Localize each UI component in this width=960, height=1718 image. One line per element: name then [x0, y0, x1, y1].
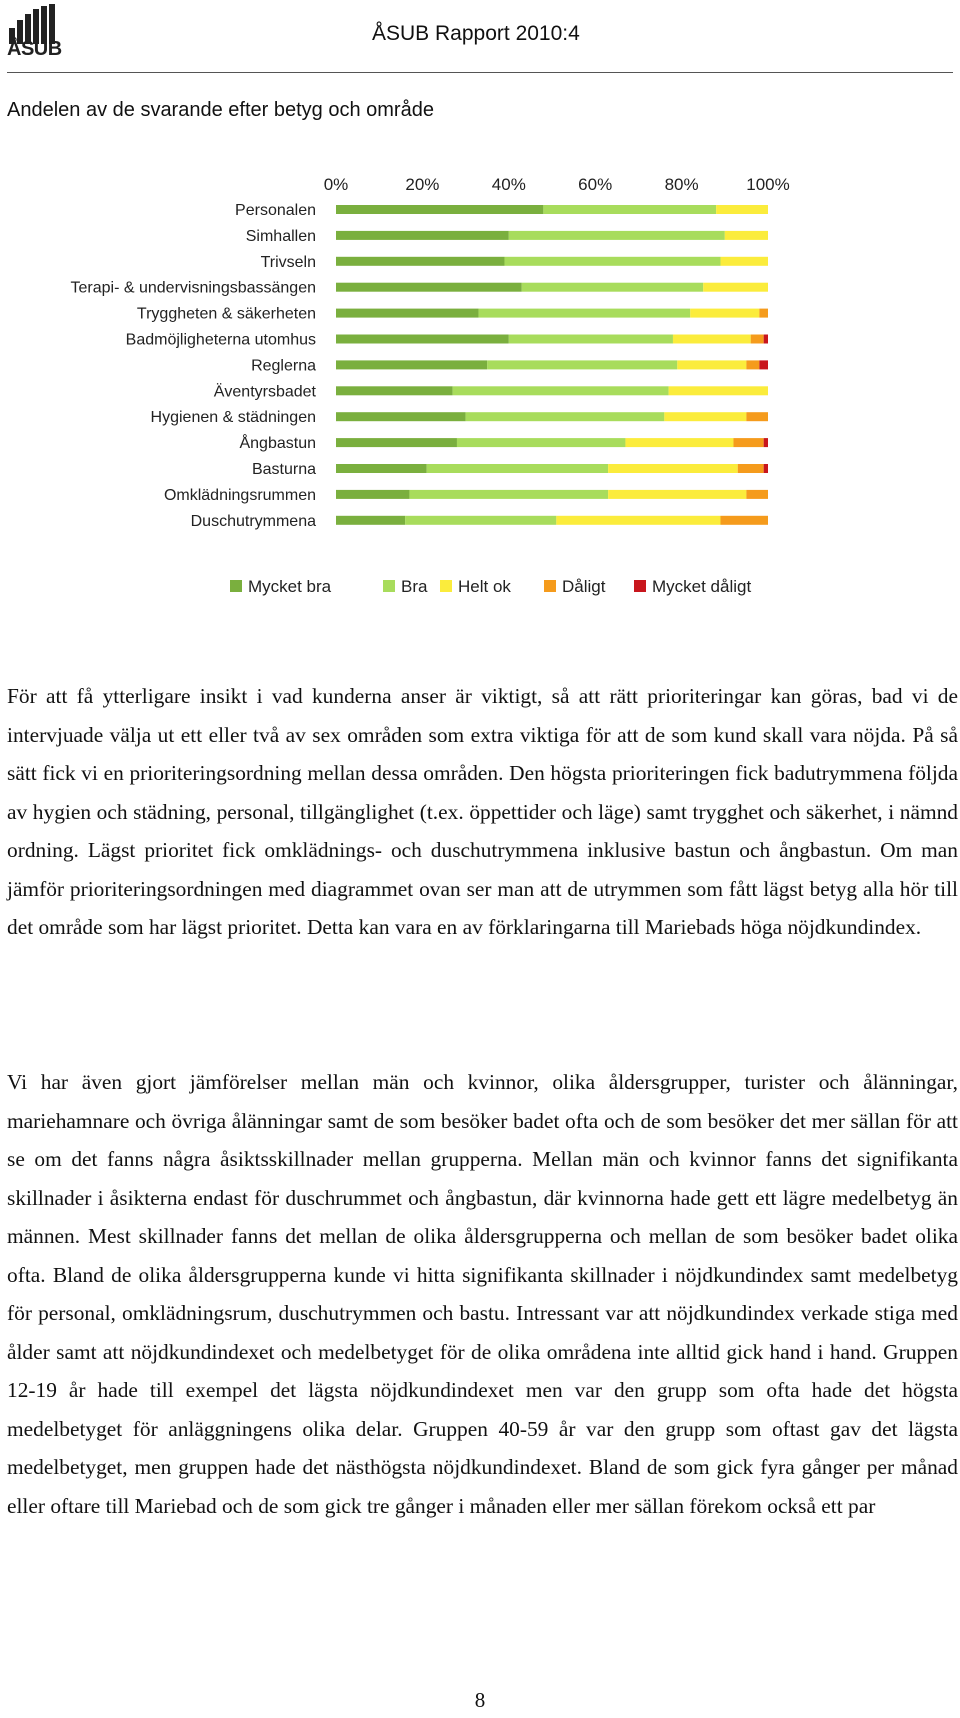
bar-segment-mycket-bra-personalen [336, 205, 543, 214]
bar-segment-mycket-bra-omklädningsrummen [336, 490, 409, 499]
bar-segment-helt-ok-tryggheten-säkerheten [690, 309, 759, 318]
legend-label-dåligt: Dåligt [562, 577, 606, 596]
category-labels [71, 202, 317, 530]
bar-segment-bra-badmöjligheterna-utomhus [509, 335, 673, 344]
logo-text: ÅSUB [7, 38, 62, 60]
category-label-äventyrsbadet: Äventyrsbadet [213, 383, 316, 401]
category-label-badmöjligheterna-utomhus: Badmöjligheterna utomhus [125, 331, 316, 349]
category-label-duschutrymmena: Duschutrymmena [190, 512, 316, 530]
legend-swatch-mycket-dåligt [634, 580, 646, 592]
bar-segment-mycket-bra-simhallen [336, 231, 509, 240]
bar-segment-dåligt-badmöjligheterna-utomhus [751, 335, 764, 344]
bar-segment-mycket-bra-trivseln [336, 257, 504, 266]
legend-label-bra: Bra [401, 577, 428, 596]
category-label-hygienen-städningen: Hygienen & städningen [150, 409, 316, 427]
bar-segment-bra-ångbastun [457, 438, 625, 447]
page-header [0, 0, 960, 76]
category-label-ångbastun: Ångbastun [239, 435, 316, 453]
bar-segment-mycket-bra-badmöjligheterna-utomhus [336, 335, 509, 344]
bar-segment-helt-ok-simhallen [725, 231, 768, 240]
report-id: ÅSUB Rapport 2010:4 [372, 22, 580, 45]
bar-segment-helt-ok-basturna [608, 464, 738, 473]
legend-label-helt-ok: Helt ok [458, 577, 511, 596]
bar-segment-bra-tryggheten-säkerheten [479, 309, 691, 318]
bar-segment-bra-simhallen [509, 231, 725, 240]
bar-segment-mycket-bra-basturna [336, 464, 427, 473]
bar-segment-bra-duschutrymmena [405, 516, 556, 525]
bar-segment-dåligt-omklädningsrummen [746, 490, 768, 499]
legend-label-mycket-dåligt: Mycket dåligt [652, 577, 752, 596]
body-paragraph-2: Vi har även gjort jämförelser mellan män och kvinnor, olika åldersgrupper, turister och ålänningar, mariehamnare och övriga ålänningar samt de som besöker badet ofta och de som besöker det mer sällan för att se om det fanns några åsiktsskillnader mellan grupperna. Mellan män och kvinnor fanns det signifikanta skillnader i åsikterna endast för duschrummet och ångbastun, där kvinnorna hade gett ett lägre medelbetyg än männen. Mest skillnader fanns det mellan de olika åldersgrupperna och mellan de som besöker badet olika ofta. Bland de olika åldersgrupperna kunde vi hitta signifikanta skillnader i nöjdkundindex samt medelbetyg för personal, omklädningsrum, duschutrymmen och bastu. Intressant var att nöjdkundindex verkade stiga med ålder samt att nöjdkundindexet och medelbetyget för de olika områdena inte alltid gick hand i hand. Gruppen 12-19 år hade till exempel det lägsta nöjdkundindexet men var den grupp som ofta hade det högsta medelbetyget för anläggningens olika delar. Gruppen 40-59 år var den grupp som oftast gav det lägsta medelbetyget, men gruppen hade det nästhögsta nöjdkundindexet. Bland de som gick fyra gånger per månad eller oftare till Mariebad och de som gick tre gånger i månaden eller mer sällan förekom också ett par [7, 1070, 958, 1518]
bar-segment-dåligt-duschutrymmena [720, 516, 768, 525]
chart-legend [230, 577, 751, 596]
bar-segment-helt-ok-omklädningsrummen [608, 490, 746, 499]
bar-segment-helt-ok-terapi-undervisningsbassängen [703, 283, 768, 292]
bar-segment-helt-ok-duschutrymmena [556, 516, 720, 525]
body-paragraph-1: För att få ytterligare insikt i vad kunderna anser är viktigt, så att rätt prioriteringar kan göras, bad vi de intervjuade välja ut ett eller två av sex områden som extra viktiga för att de som kund skall vara nöjda. På så sätt fick vi en prioriteringsordning mellan dessa områden. Den högsta prioriteringen fick badutrymmena följda av hygien och städning, personal, tillgänglighet (t.ex. öppettider och läge) samt trygghet och säkerhet, i nämnd ordning. Lägst prioritet fick omklädnings- och duschutrymmena inklusive bastun och ångbastun. Om man jämför prioriteringsordningen med diagrammet ovan ser man att de utrymmen som fått lägst betyg alla hör till det område som har lägst prioritet. Detta kan vara en av förklaringarna till Mariebads höga nöjdkundindex. [7, 684, 958, 939]
category-label-omklädningsrummen: Omklädningsrummen [163, 486, 316, 504]
category-label-basturna: Basturna [251, 461, 316, 478]
bar-segment-helt-ok-trivseln [720, 257, 768, 266]
bar-segment-mycket-bra-reglerna [336, 360, 487, 369]
bar-segment-mycket-dåligt-basturna [764, 464, 768, 473]
bar-segment-bra-basturna [427, 464, 608, 473]
bar-segment-dåligt-hygienen-städningen [746, 412, 768, 421]
legend-swatch-mycket-bra [230, 580, 242, 592]
bar-segment-bra-äventyrsbadet [453, 386, 669, 395]
bar-segment-bra-trivseln [504, 257, 720, 266]
figure-title: Andelen av de svarande efter betyg och område [7, 99, 434, 121]
bar-segment-bra-personalen [543, 205, 716, 214]
category-label-trivseln: Trivseln [260, 253, 316, 271]
bar-segments [336, 205, 768, 525]
bar-segment-helt-ok-ångbastun [625, 438, 733, 447]
bar-segment-mycket-bra-tryggheten-säkerheten [336, 309, 479, 318]
bar-segment-mycket-dåligt-reglerna [759, 360, 768, 369]
x-tick-label: 80% [664, 175, 699, 194]
category-label-tryggheten-säkerheten: Tryggheten & säkerheten [136, 305, 316, 323]
page-number: 8 [474, 1688, 486, 1712]
bar-segment-mycket-bra-hygienen-städningen [336, 412, 466, 421]
x-tick-label: 100% [746, 175, 790, 194]
bar-segment-bra-hygienen-städningen [466, 412, 665, 421]
bar-segment-helt-ok-hygienen-städningen [664, 412, 746, 421]
legend-swatch-helt-ok [440, 580, 452, 592]
bar-segment-dåligt-tryggheten-säkerheten [759, 309, 768, 318]
bar-segment-helt-ok-äventyrsbadet [669, 386, 768, 395]
category-label-reglerna: Reglerna [251, 357, 316, 375]
bar-segment-helt-ok-personalen [716, 205, 768, 214]
bar-segment-dåligt-basturna [738, 464, 764, 473]
legend-swatch-bra [383, 580, 395, 592]
bar-segment-mycket-bra-äventyrsbadet [336, 386, 453, 395]
category-label-personalen: Personalen [235, 202, 316, 219]
bar-segment-dåligt-ångbastun [733, 438, 763, 447]
x-tick-label: 40% [491, 175, 526, 194]
legend-swatch-dåligt [544, 580, 556, 592]
bar-segment-dåligt-reglerna [746, 360, 759, 369]
x-tick-label: 60% [578, 175, 613, 194]
category-label-simhallen: Simhallen [245, 227, 316, 245]
bar-segment-mycket-dåligt-ångbastun [764, 438, 768, 447]
bar-segment-mycket-bra-ångbastun [336, 438, 457, 447]
bar-segment-bra-reglerna [487, 360, 677, 369]
bar-segment-mycket-dåligt-badmöjligheterna-utomhus [764, 335, 768, 344]
bar-segment-bra-terapi-undervisningsbassängen [522, 283, 703, 292]
bar-segment-mycket-bra-duschutrymmena [336, 516, 405, 525]
header-divider [7, 72, 953, 73]
bar-segment-helt-ok-reglerna [677, 360, 746, 369]
category-label-terapi-undervisningsbassängen: Terapi- & undervisningsbassängen [70, 279, 316, 297]
bar-segment-helt-ok-badmöjligheterna-utomhus [673, 335, 751, 344]
stacked-bar-chart [0, 160, 960, 610]
bar-segment-bra-omklädningsrummen [409, 490, 608, 499]
bar-segment-mycket-bra-terapi-undervisningsbassängen [336, 283, 522, 292]
x-axis-ticks [324, 175, 790, 194]
legend-label-mycket-bra: Mycket bra [248, 577, 332, 596]
x-tick-label: 0% [323, 175, 349, 194]
x-tick-label: 20% [405, 175, 440, 194]
